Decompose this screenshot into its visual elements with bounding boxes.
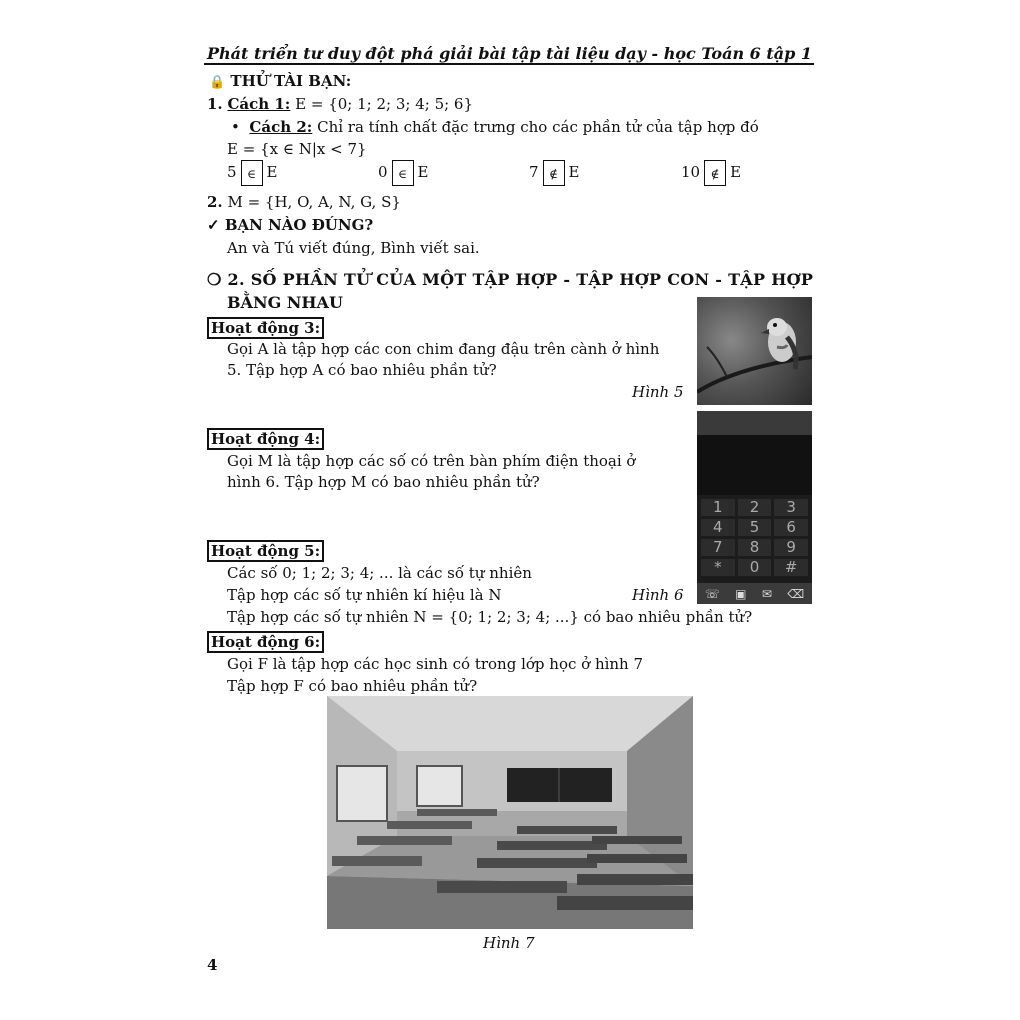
hoat-dong-3-line2: 5. Tập hợp A có bao nhiêu phần tử? (227, 361, 497, 379)
key-3: 3 (774, 499, 808, 516)
key-star: * (701, 559, 735, 576)
key-8: 8 (738, 539, 772, 556)
key-1: 1 (701, 499, 735, 516)
membership-2: 0 ∈ E (378, 160, 429, 186)
page-number: 4 (207, 956, 218, 974)
key-5: 5 (738, 519, 772, 536)
q1-cach1: 1. Cách 1: E = {0; 1; 2; 3; 4; 5; 6} (207, 95, 474, 113)
section2-title-line2: BẰNG NHAU (227, 293, 343, 312)
classroom-illustration (327, 696, 693, 929)
hoat-dong-6-label: Hoạt động 6: (207, 631, 324, 653)
message-icon: ✉ (761, 586, 772, 601)
phone-status-bar (697, 411, 812, 435)
key-6: 6 (774, 519, 808, 536)
hoat-dong-4-line1: Gọi M là tập hợp các số có trên bàn phím điện thoại ở (227, 452, 636, 470)
hoat-dong-5-label: Hoạt động 5: (207, 540, 324, 562)
backspace-icon: ⌫ (787, 586, 805, 601)
key-2: 2 (738, 499, 772, 516)
bird-photo (697, 297, 812, 405)
hinh-6-caption: Hình 6 (632, 586, 684, 604)
hoat-dong-5-line1: Các số 0; 1; 2; 3; 4; ... là các số tự nhiên (227, 564, 532, 582)
set-builder: E = {x ∈ N|x < 7} (227, 140, 367, 158)
hoat-dong-4-label: Hoạt động 4: (207, 428, 324, 450)
membership-4: 10 ∉ E (681, 160, 741, 186)
key-hash: # (774, 559, 808, 576)
q1-cach2: • Cách 2: Chỉ ra tính chất đặc trưng cho các phần tử của tập hợp đó (231, 118, 759, 136)
hinh-7-caption: Hình 7 (483, 934, 535, 952)
hoat-dong-3-line1: Gọi A là tập hợp các con chim đang đậu trên cành ở hình (227, 340, 660, 358)
phone-keypad (701, 499, 808, 576)
hoat-dong-5-line3: Tập hợp các số tự nhiên N = {0; 1; 2; 3; 4; ...} có bao nhiêu phần tử? (227, 608, 753, 626)
running-header: Phát triển tư duy đột phá giải bài tập tài liệu dạy - học Toán 6 tập 1 (207, 44, 812, 63)
ban-nao-dung-answer: An và Tú viết đúng, Bình viết sai. (227, 239, 480, 257)
key-4: 4 (701, 519, 735, 536)
phone-action-bar (697, 583, 812, 604)
call-icon: ☏ (704, 586, 720, 601)
header-rule (204, 63, 814, 65)
video-call-icon: ▣ (735, 586, 747, 601)
classroom-photo (327, 696, 693, 929)
checkmark-icon: ✓ (207, 216, 220, 234)
phone-display (697, 435, 812, 495)
bird-illustration (697, 297, 812, 405)
hoat-dong-6-line2: Tập hợp F có bao nhiêu phần tử? (227, 677, 478, 695)
q2: 2. M = {H, O, A, N, G, S} (207, 193, 401, 211)
lock-icon: 🔒 (209, 75, 226, 90)
hoat-dong-3-label: Hoạt động 3: (207, 317, 324, 339)
section2-title-line1: ❍ 2. SỐ PHẦN TỬ CỦA MỘT TẬP HỢP - TẬP HỢP CON - TẬP HỢP (207, 270, 814, 289)
key-0: 0 (738, 559, 772, 576)
membership-1: 5 ∈ E (227, 160, 278, 186)
hoat-dong-4-line2: hình 6. Tập hợp M có bao nhiêu phần tử? (227, 473, 540, 491)
membership-3: 7 ∉ E (529, 160, 580, 186)
circle-marker-icon: ❍ (207, 270, 222, 289)
phone-keypad-photo (697, 411, 812, 604)
hoat-dong-6-line1: Gọi F là tập hợp các học sinh có trong lớp học ở hình 7 (227, 655, 644, 673)
hoat-dong-5-line2: Tập hợp các số tự nhiên kí hiệu là N (227, 586, 502, 604)
thu-tai-ban-heading: 🔒 THỬ TÀI BẠN: (209, 72, 352, 90)
key-7: 7 (701, 539, 735, 556)
ban-nao-dung-heading: ✓ BẠN NÀO ĐÚNG? (207, 216, 374, 234)
key-9: 9 (774, 539, 808, 556)
hinh-5-caption: Hình 5 (632, 383, 684, 401)
